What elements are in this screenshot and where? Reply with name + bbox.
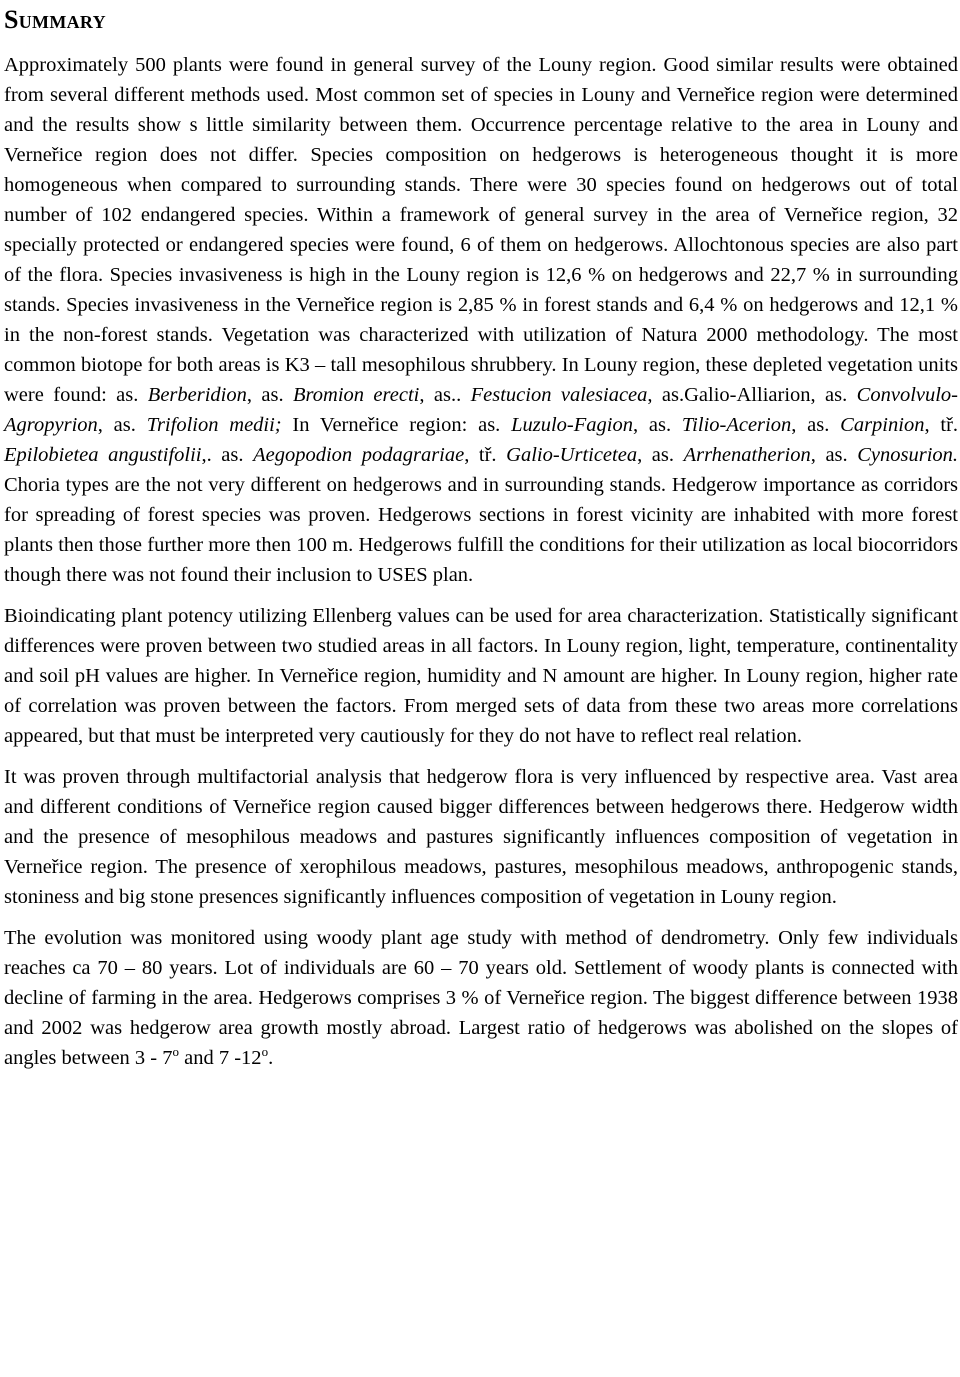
text-run: , tř. — [924, 414, 959, 436]
taxon-name: Festucion valesiacea — [470, 384, 648, 406]
taxon-name: Aegopodion podagrariae — [253, 444, 465, 466]
text-run: , as. — [791, 414, 841, 436]
taxon-name: Bromion erecti — [293, 384, 420, 406]
taxon-name: Carpinion — [840, 414, 925, 436]
text-run: , as. — [246, 384, 294, 406]
text-run: and 7 -12 — [179, 1047, 262, 1069]
text-run: Approximately 500 plants were found in general survey of the Louny region. Good similar results were obtained from several different methods used. Most common set of species in Louny and Verneřice region were determined and the results show s little similarity between them. Occurrence percentage relative to the area in Louny and Verneřice region does not differ. Species composition on hedgerows is heterogeneous thought it is more homogeneous when compared to surrounding stands. There were 30 species found on hedgerows out of total number of 102 endangered species. Within a framework of general survey in the area of Verneřice region, 32 specially protected or endangered species were found, 6 of them on hedgerows. Allochtonous species are also part of the flora. Species invasiveness is high in the Louny region is 12,6 % on hedgerows and 22,7 % in surrounding stands. Species invasiveness in the Verneřice region is 2,85 % in forest stands and 6,4 % on hedgerows and 12,1 % in the non-forest stands. Vegetation was characterized with utilization of Natura 2000 methodology. The most common biotope for both areas is K3 – tall mesophilous shrubbery. In Louny region, these depleted vegetation units were found: as. — [4, 54, 958, 406]
summary-paragraph-1 — [4, 50, 958, 590]
text-run: ,. as. — [201, 444, 254, 466]
text-run: , as. — [632, 414, 682, 436]
summary-paragraph-2 — [4, 601, 958, 751]
text-run: , as.. — [419, 384, 471, 406]
text-run: , as. — [97, 414, 147, 436]
taxon-name: Trifolion medii; — [146, 414, 282, 436]
summary-paragraph-4 — [4, 923, 958, 1073]
taxon-name: Tilio-Acerion — [681, 414, 792, 436]
text-run: The evolution was monitored using woody plant age study with method of dendrometry. Only few individuals reaches ca 70 – 80 years. Lot of individuals are 60 – 70 years old. Settlement of woody plants is connected with decline of farming in the area. Hedgerows comprises 3 % of Verneřice region. The biggest difference between 1938 and 2002 was hedgerow area growth mostly abroad. Largest ratio of hedgerows was abolished on the slopes of angles between 3 - 7 — [4, 927, 958, 1069]
text-run: , tř. — [464, 444, 507, 466]
taxon-name: Luzulo-Fagion — [511, 414, 633, 436]
superscript-degree: o — [261, 1044, 269, 1060]
text-run: , as. — [810, 444, 858, 466]
summary-paragraph-3 — [4, 762, 958, 912]
text-run: Choria types are the not very different on hedgerows and in surrounding stands. Hedgerow importance as corridors for spreading of forest species was proven. Hedgerows sections in forest vicinity are inhabited with more forest plants then those further more then 100 m. Hedgerows fulfill the conditions for their utilization as local biocorridors though there was not found their inclusion to USES plan. — [4, 474, 958, 586]
taxon-name: Arrhenatherion — [683, 444, 811, 466]
text-run: , as. — [637, 444, 684, 466]
taxon-name: Berberidion — [147, 384, 247, 406]
text-run: In Verneřice region: as. — [281, 414, 512, 436]
text-run: . — [268, 1047, 274, 1069]
document-page — [4, 0, 958, 1073]
text-run: It was proven through multifactorial analysis that hedgerow flora is very influenced by respective area. Vast area and different conditions of Verneřice region caused bigger differences between hedgerows there. Hedgerow width and the presence of mesophilous meadows and pastures significantly influences composition of vegetation in Verneřice region. The presence of xerophilous meadows, pastures, mesophilous meadows, anthropogenic stands, stoniness and big stone presences significantly influences composition of vegetation in Louny region. — [4, 766, 958, 908]
superscript-degree: o — [172, 1044, 179, 1060]
taxon-name: Convolvulo-Agropyrion — [4, 384, 959, 436]
summary-heading: Summary — [4, 5, 106, 34]
taxon-name: Galio-Urticetea — [506, 444, 638, 466]
text-run: , as.Galio-Alliarion, as. — [647, 384, 857, 406]
text-run: Bioindicating plant potency utilizing Ellenberg values can be used for area characterization. Statistically significant differences were proven between two studied areas in all factors. In Louny region, light, temperature, continentality and soil pH values are higher. In Verneřice region, humidity and N amount are higher. In Louny region, higher rate of correlation was proven between the factors. From merged sets of data from these two areas more correlations appeared, but that must be interpreted very cautiously for they do not have to reflect real relation. — [4, 605, 958, 747]
taxon-name: Cynosurion. — [857, 444, 959, 466]
taxon-name: Epilobietea angustifolii — [4, 444, 202, 466]
